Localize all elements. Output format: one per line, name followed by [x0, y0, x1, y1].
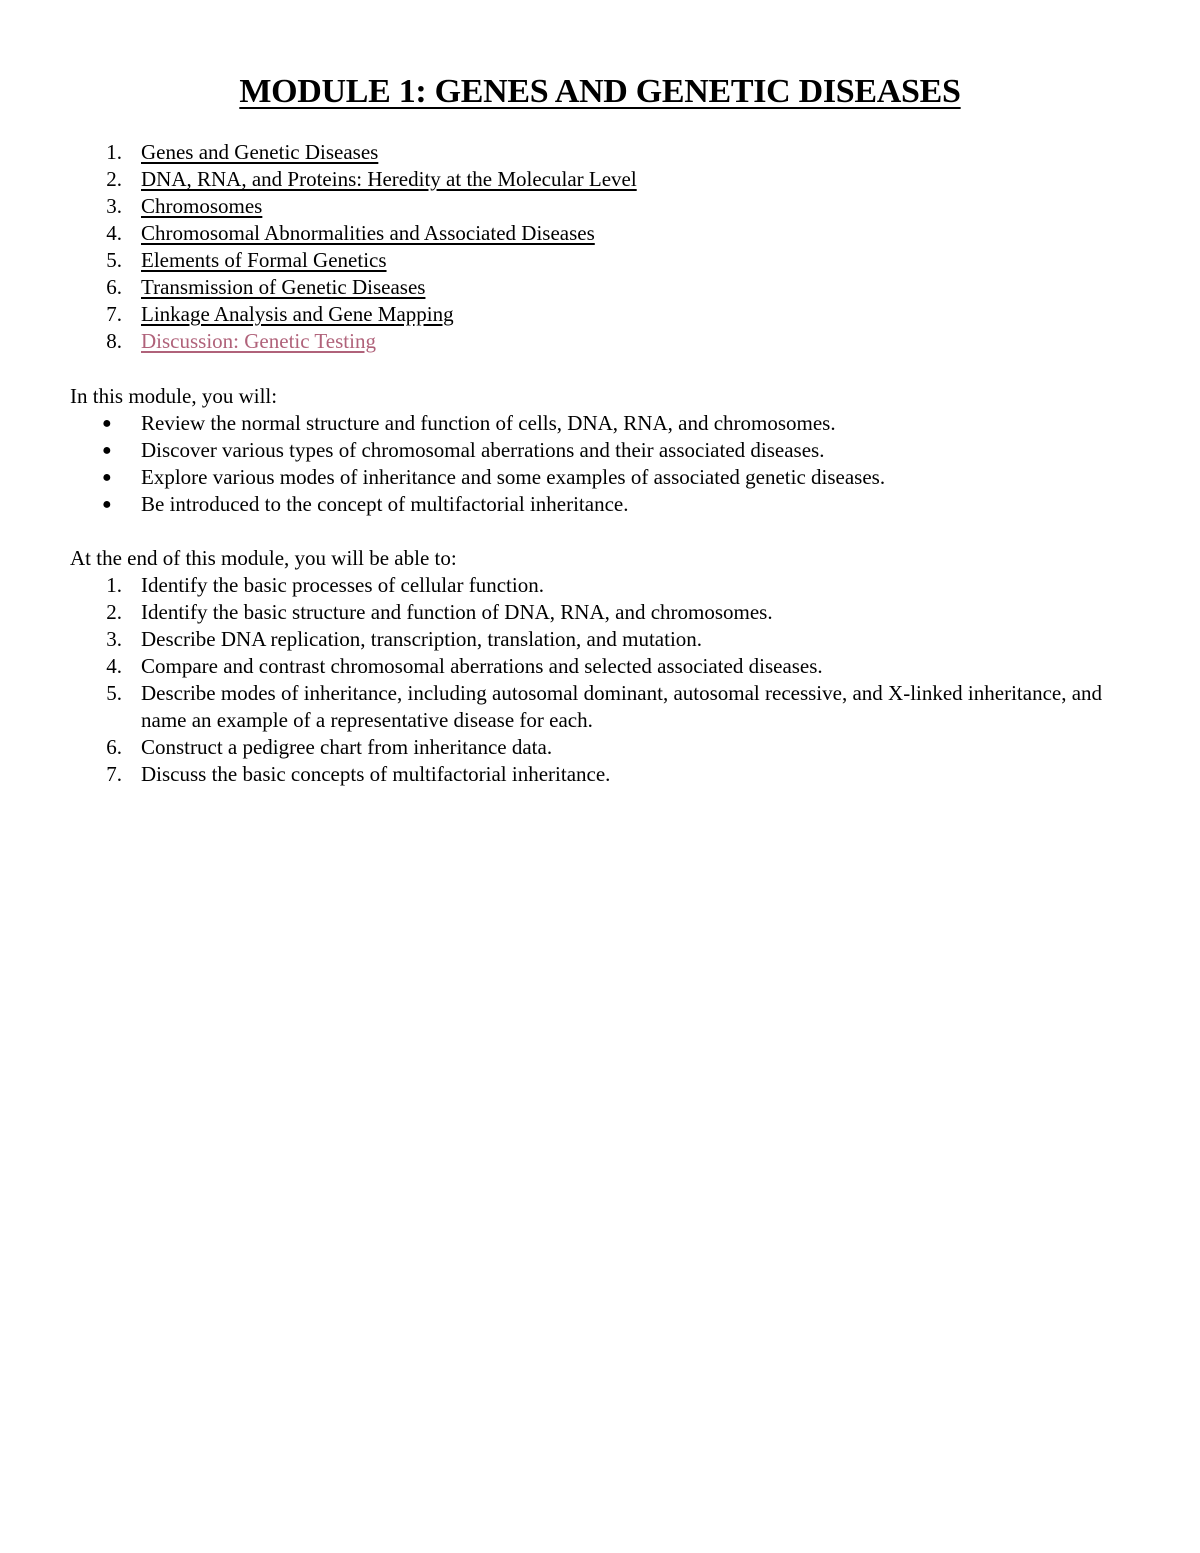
objective-text: Identify the basic structure and function of DNA, RNA, and chromosomes.: [141, 600, 773, 624]
objective-text: Discuss the basic concepts of multifactorial inheritance.: [141, 762, 611, 786]
overview-intro: In this module, you will:: [70, 384, 278, 408]
objective-item: [70, 761, 1130, 788]
toc-item: [70, 328, 1130, 355]
overview-item: [70, 410, 1130, 437]
objective-item: [70, 599, 1130, 626]
objectives-section: [70, 545, 1130, 788]
toc-link-transmission-of-genetic-diseases[interactable]: Transmission of Genetic Diseases: [141, 275, 426, 299]
bullet-icon: ●: [102, 442, 112, 459]
toc-item-number: 8.: [106, 329, 122, 353]
objective-item: [70, 734, 1130, 761]
toc-item: [70, 247, 1130, 274]
toc-link-genes-and-genetic-diseases[interactable]: Genes and Genetic Diseases: [141, 140, 379, 164]
overview-item: [70, 437, 1130, 464]
toc-item: [70, 301, 1130, 328]
objective-number: 7.: [106, 762, 122, 786]
toc-item: [70, 274, 1130, 301]
toc-item: [70, 220, 1130, 247]
objective-text: Construct a pedigree chart from inheritance data.: [141, 735, 553, 759]
page-title: MODULE 1: GENES AND GENETIC DISEASES: [239, 73, 961, 110]
objective-text: Describe DNA replication, transcription, translation, and mutation.: [141, 627, 703, 651]
overview-item: [70, 464, 1130, 491]
objective-item: [70, 572, 1130, 599]
objective-number: 4.: [106, 654, 122, 678]
overview-item-text: Be introduced to the concept of multifactorial inheritance.: [141, 492, 629, 516]
toc-item-number: 7.: [106, 302, 122, 326]
objective-number: 6.: [106, 735, 122, 759]
toc-link-linkage-analysis[interactable]: Linkage Analysis and Gene Mapping: [141, 302, 454, 326]
overview-item-text: Review the normal structure and function of cells, DNA, RNA, and chromosomes.: [141, 411, 836, 435]
toc-item: [70, 193, 1130, 220]
toc-item-number: 6.: [106, 275, 122, 299]
objective-number: 5.: [106, 681, 122, 705]
objective-text: Describe modes of inheritance, including autosomal dominant, autosomal recessive, and X-linked inheritance, and name an example of a representative disease for each.: [141, 681, 1103, 732]
objective-item: [70, 626, 1130, 653]
toc-item-number: 2.: [106, 167, 122, 191]
toc-item-number: 4.: [106, 221, 122, 245]
overview-item-text: Explore various modes of inheritance and some examples of associated genetic diseases.: [141, 465, 886, 489]
bullet-icon: ●: [102, 469, 112, 486]
toc-link-discussion-genetic-testing[interactable]: Discussion: Genetic Testing: [141, 329, 376, 353]
toc-link-dna-rna-proteins[interactable]: DNA, RNA, and Proteins: Heredity at the Molecular Level: [141, 167, 637, 191]
toc-item: [70, 139, 1130, 166]
objective-text: Identify the basic processes of cellular function.: [141, 573, 544, 597]
bullet-icon: ●: [102, 496, 112, 513]
toc-item: [70, 166, 1130, 193]
toc-link-chromosomal-abnormalities[interactable]: Chromosomal Abnormalities and Associated Diseases: [141, 221, 595, 245]
objective-number: 3.: [106, 627, 122, 651]
objective-number: 2.: [106, 600, 122, 624]
objective-number: 1.: [106, 573, 122, 597]
objective-item: [70, 653, 1130, 680]
toc-link-chromosomes[interactable]: Chromosomes: [141, 194, 263, 218]
objectives-intro: At the end of this module, you will be able to:: [70, 546, 457, 570]
objective-text: Compare and contrast chromosomal aberrations and selected associated diseases.: [141, 654, 823, 678]
overview-section: [70, 383, 1130, 518]
overview-item-text: Discover various types of chromosomal aberrations and their associated diseases.: [141, 438, 825, 462]
overview-item: [70, 491, 1130, 518]
bullet-icon: ●: [102, 415, 112, 432]
toc-item-number: 1.: [106, 140, 122, 164]
toc-item-number: 3.: [106, 194, 122, 218]
objective-item: [70, 680, 1130, 734]
toc-link-elements-of-formal-genetics[interactable]: Elements of Formal Genetics: [141, 248, 387, 272]
table-of-contents: [70, 139, 1130, 355]
toc-item-number: 5.: [106, 248, 122, 272]
